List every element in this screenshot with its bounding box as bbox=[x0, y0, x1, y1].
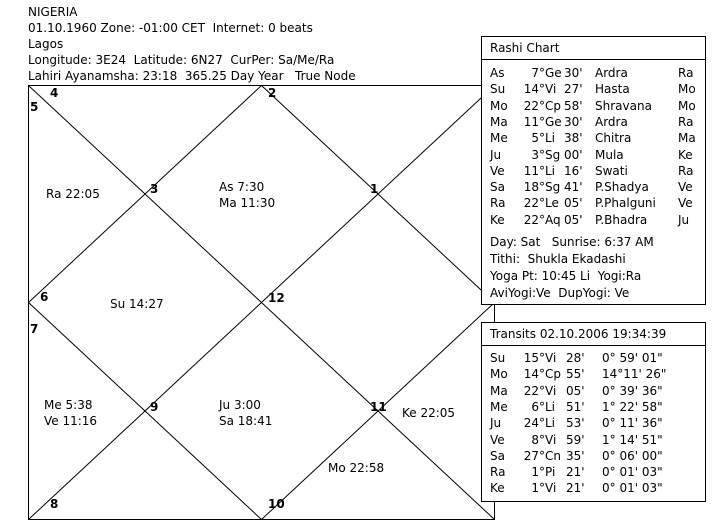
rashi-cell-d: 14° bbox=[523, 82, 545, 97]
transit-cell-s: Cn bbox=[545, 448, 561, 463]
day-sunrise: Day: Sat Sunrise: 6:37 AM bbox=[490, 235, 654, 249]
rashi-cell-s: Vi bbox=[545, 82, 557, 97]
coordinates: Longitude: 3E24 Latitude: 6N27 CurPer: Sa/Me/Ra bbox=[28, 53, 335, 67]
rashi-row bbox=[482, 148, 705, 164]
planet-ve: Ve 11:16 bbox=[44, 414, 98, 428]
transit-cell-p: Su bbox=[490, 351, 506, 365]
rashi-cell-p: Ju bbox=[490, 147, 502, 162]
rashi-row bbox=[482, 164, 705, 180]
rashi-cell-s: Aq bbox=[545, 212, 561, 227]
transit-cell-p: Mo bbox=[490, 367, 508, 382]
transit-cell-p: Ma bbox=[490, 383, 508, 398]
rashi-cell-d: 11° bbox=[523, 163, 545, 178]
rashi-cell-p: Ve bbox=[490, 163, 505, 178]
house-number-5: 5 bbox=[30, 100, 39, 114]
transit-cell-m: 55' bbox=[566, 367, 585, 382]
rashi-cell-s: Sg bbox=[545, 147, 561, 162]
rashi-cell-l: Ra bbox=[678, 163, 694, 178]
rashi-cell-n: Shravana bbox=[595, 98, 652, 113]
rashi-cell-d: 5° bbox=[531, 131, 545, 146]
transit-cell-d: 1° bbox=[531, 481, 545, 496]
transit-cell-t: 0° 01' 03" bbox=[602, 465, 663, 480]
transit-row bbox=[482, 416, 705, 432]
rashi-title: Rashi Chart bbox=[490, 41, 560, 55]
transit-cell-m: 05' bbox=[566, 383, 585, 398]
transit-cell-m: 53' bbox=[566, 416, 585, 431]
rashi-cell-l: Ke bbox=[678, 147, 693, 162]
house-number-8: 8 bbox=[50, 497, 59, 511]
transit-cell-d: 24° bbox=[523, 416, 545, 431]
rashi-cell-n: P.Shadya bbox=[595, 180, 649, 195]
transit-cell-s: Cp bbox=[545, 367, 561, 382]
transit-row bbox=[482, 367, 705, 383]
house-number-3: 3 bbox=[150, 182, 159, 196]
transit-cell-m: 35' bbox=[566, 448, 585, 463]
transit-cell-d: 15° bbox=[523, 351, 545, 365]
rashi-cell-s: Li bbox=[545, 163, 556, 178]
rashi-cell-n: Ardra bbox=[595, 66, 628, 80]
rashi-cell-n: Mula bbox=[595, 147, 624, 162]
rashi-cell-d: 11° bbox=[523, 114, 545, 129]
planet-ju: Ju 3:00 bbox=[219, 398, 261, 412]
house-number-9: 9 bbox=[150, 400, 159, 414]
house-number-2: 2 bbox=[268, 86, 277, 100]
rashi-cell-l: Ju bbox=[678, 212, 690, 227]
house-number-10: 10 bbox=[268, 497, 285, 511]
birth-place: Lagos bbox=[28, 37, 64, 51]
rashi-cell-s: Ge bbox=[545, 66, 562, 80]
transit-cell-s: Li bbox=[545, 416, 556, 431]
transit-row bbox=[482, 433, 705, 449]
rashi-cell-m: 58' bbox=[564, 98, 583, 113]
transit-cell-d: 22° bbox=[523, 383, 545, 398]
rashi-cell-l: Mo bbox=[678, 98, 696, 113]
planet-mo: Mo 22:58 bbox=[328, 461, 385, 475]
rashi-cell-m: 27' bbox=[564, 82, 583, 97]
house-number-6: 6 bbox=[40, 290, 49, 304]
rashi-cell-m: 05' bbox=[564, 212, 583, 227]
transit-cell-t: 14°11' 26" bbox=[602, 367, 667, 382]
transit-cell-t: 0° 59' 01" bbox=[602, 351, 663, 365]
transit-cell-p: Ve bbox=[490, 432, 505, 447]
avi-yogi: AviYogi:Ve DupYogi: Ve bbox=[490, 286, 630, 300]
rashi-cell-s: Li bbox=[545, 131, 556, 146]
rashi-row bbox=[482, 196, 705, 212]
rashi-cell-n: P.Bhadra bbox=[595, 212, 648, 227]
rashi-row bbox=[482, 99, 705, 115]
rashi-cell-l: Mo bbox=[678, 82, 696, 97]
rashi-cell-d: 22° bbox=[523, 212, 545, 227]
transit-cell-t: 0° 06' 00" bbox=[602, 448, 663, 463]
rashi-cell-d: 18° bbox=[523, 180, 545, 195]
rashi-cell-m: 30' bbox=[564, 114, 583, 129]
transits-title-box bbox=[481, 322, 706, 346]
transit-cell-s: Li bbox=[545, 399, 556, 414]
rashi-cell-p: Sa bbox=[490, 180, 505, 195]
rashi-cell-d: 22° bbox=[523, 98, 545, 113]
rashi-cell-m: 05' bbox=[564, 196, 583, 211]
rashi-row bbox=[482, 82, 705, 98]
house-number-11: 11 bbox=[370, 400, 387, 414]
house-number-4: 4 bbox=[50, 86, 59, 100]
transits-table bbox=[481, 345, 706, 502]
transit-row bbox=[482, 481, 705, 497]
rashi-row bbox=[482, 180, 705, 196]
transit-cell-p: Sa bbox=[490, 448, 505, 463]
rashi-cell-p: As bbox=[490, 66, 505, 80]
rashi-cell-l: Ma bbox=[678, 131, 696, 146]
rashi-cell-m: 38' bbox=[564, 131, 583, 146]
transit-cell-t: 0° 39' 36" bbox=[602, 383, 663, 398]
rashi-cell-l: Ra bbox=[678, 66, 694, 80]
house-number-7: 7 bbox=[30, 322, 39, 336]
rashi-cell-s: Le bbox=[545, 196, 559, 211]
transit-cell-d: 27° bbox=[523, 448, 545, 463]
planet-sa: Sa 18:41 bbox=[219, 414, 273, 428]
rashi-cell-s: Cp bbox=[545, 98, 561, 113]
chart-name: NIGERIA bbox=[28, 5, 78, 19]
transit-cell-m: 21' bbox=[566, 481, 585, 496]
transit-cell-p: Ju bbox=[490, 416, 502, 431]
transit-cell-s: Pi bbox=[545, 465, 556, 480]
transit-row bbox=[482, 384, 705, 400]
transit-cell-m: 21' bbox=[566, 465, 585, 480]
rashi-cell-n: Chitra bbox=[595, 131, 632, 146]
rashi-row bbox=[482, 115, 705, 131]
tithi: Tithi: Shukla Ekadashi bbox=[490, 252, 626, 266]
rashi-cell-p: Ma bbox=[490, 114, 508, 129]
rashi-row bbox=[482, 213, 705, 229]
rashi-cell-n: Ardra bbox=[595, 114, 628, 129]
planet-su: Su 14:27 bbox=[110, 297, 164, 311]
rashi-row bbox=[482, 131, 705, 147]
rashi-cell-p: Mo bbox=[490, 98, 508, 113]
rashi-cell-n: P.Phalguni bbox=[595, 196, 656, 211]
transit-cell-t: 0° 01' 03" bbox=[602, 481, 663, 496]
transit-cell-p: Ke bbox=[490, 481, 505, 496]
rashi-cell-p: Ra bbox=[490, 196, 506, 211]
transit-row bbox=[482, 465, 705, 481]
rashi-cell-d: 7° bbox=[531, 66, 545, 80]
rashi-cell-n: Hasta bbox=[595, 82, 630, 97]
transit-cell-d: 8° bbox=[531, 432, 545, 447]
rashi-table bbox=[481, 59, 706, 305]
rashi-cell-m: 00' bbox=[564, 147, 583, 162]
ayanamsha-info: Lahiri Ayanamsha: 23:18 365.25 Day Year True Node bbox=[28, 69, 356, 83]
rashi-cell-l: Ve bbox=[678, 196, 693, 211]
rashi-cell-s: Sg bbox=[545, 180, 561, 195]
transit-cell-s: Vi bbox=[545, 432, 557, 447]
rashi-cell-p: Ke bbox=[490, 212, 505, 227]
rashi-cell-s: Ge bbox=[545, 114, 562, 129]
rashi-cell-m: 16' bbox=[564, 163, 583, 178]
house-number-12: 12 bbox=[268, 291, 285, 305]
rashi-cell-p: Su bbox=[490, 82, 506, 97]
transit-cell-m: 28' bbox=[566, 351, 585, 365]
transit-cell-m: 51' bbox=[566, 399, 585, 414]
transit-cell-t: 0° 11' 36" bbox=[602, 416, 663, 431]
planet-as: As 7:30 bbox=[219, 180, 265, 194]
transit-cell-d: 14° bbox=[523, 367, 545, 382]
planet-ke: Ke 22:05 bbox=[402, 406, 456, 420]
transits-title: Transits 02.10.2006 19:34:39 bbox=[490, 327, 667, 341]
yoga-point: Yoga Pt: 10:45 Li Yogi:Ra bbox=[490, 269, 642, 283]
transit-cell-s: Vi bbox=[545, 383, 557, 398]
rashi-cell-m: 41' bbox=[564, 180, 583, 195]
transit-cell-d: 1° bbox=[531, 465, 545, 480]
transit-cell-m: 59' bbox=[566, 432, 585, 447]
planet-me: Me 5:38 bbox=[44, 398, 93, 412]
planet-ra: Ra 22:05 bbox=[46, 187, 100, 201]
transit-row bbox=[482, 449, 705, 465]
transit-row bbox=[482, 351, 705, 367]
rashi-cell-m: 30' bbox=[564, 66, 583, 80]
birth-datetime: 01.10.1960 Zone: -01:00 CET Internet: 0 beats bbox=[28, 21, 313, 35]
transit-cell-p: Me bbox=[490, 399, 508, 414]
planet-ma: Ma 11:30 bbox=[219, 196, 276, 210]
transit-cell-p: Ra bbox=[490, 465, 506, 480]
house-number-1: 1 bbox=[370, 182, 379, 196]
transit-cell-t: 1° 14' 51" bbox=[602, 432, 663, 447]
transit-cell-t: 1° 22' 58" bbox=[602, 399, 663, 414]
rashi-cell-p: Me bbox=[490, 131, 508, 146]
rashi-cell-l: Ra bbox=[678, 114, 694, 129]
rashi-cell-l: Ve bbox=[678, 180, 693, 195]
rashi-cell-d: 22° bbox=[523, 196, 545, 211]
transit-cell-s: Vi bbox=[545, 481, 557, 496]
transit-row bbox=[482, 400, 705, 416]
rashi-row bbox=[482, 66, 705, 82]
rashi-title-box bbox=[481, 36, 706, 60]
transit-cell-d: 6° bbox=[531, 399, 545, 414]
rashi-cell-n: Swati bbox=[595, 163, 628, 178]
transit-cell-s: Vi bbox=[545, 351, 557, 365]
rashi-cell-d: 3° bbox=[531, 147, 545, 162]
